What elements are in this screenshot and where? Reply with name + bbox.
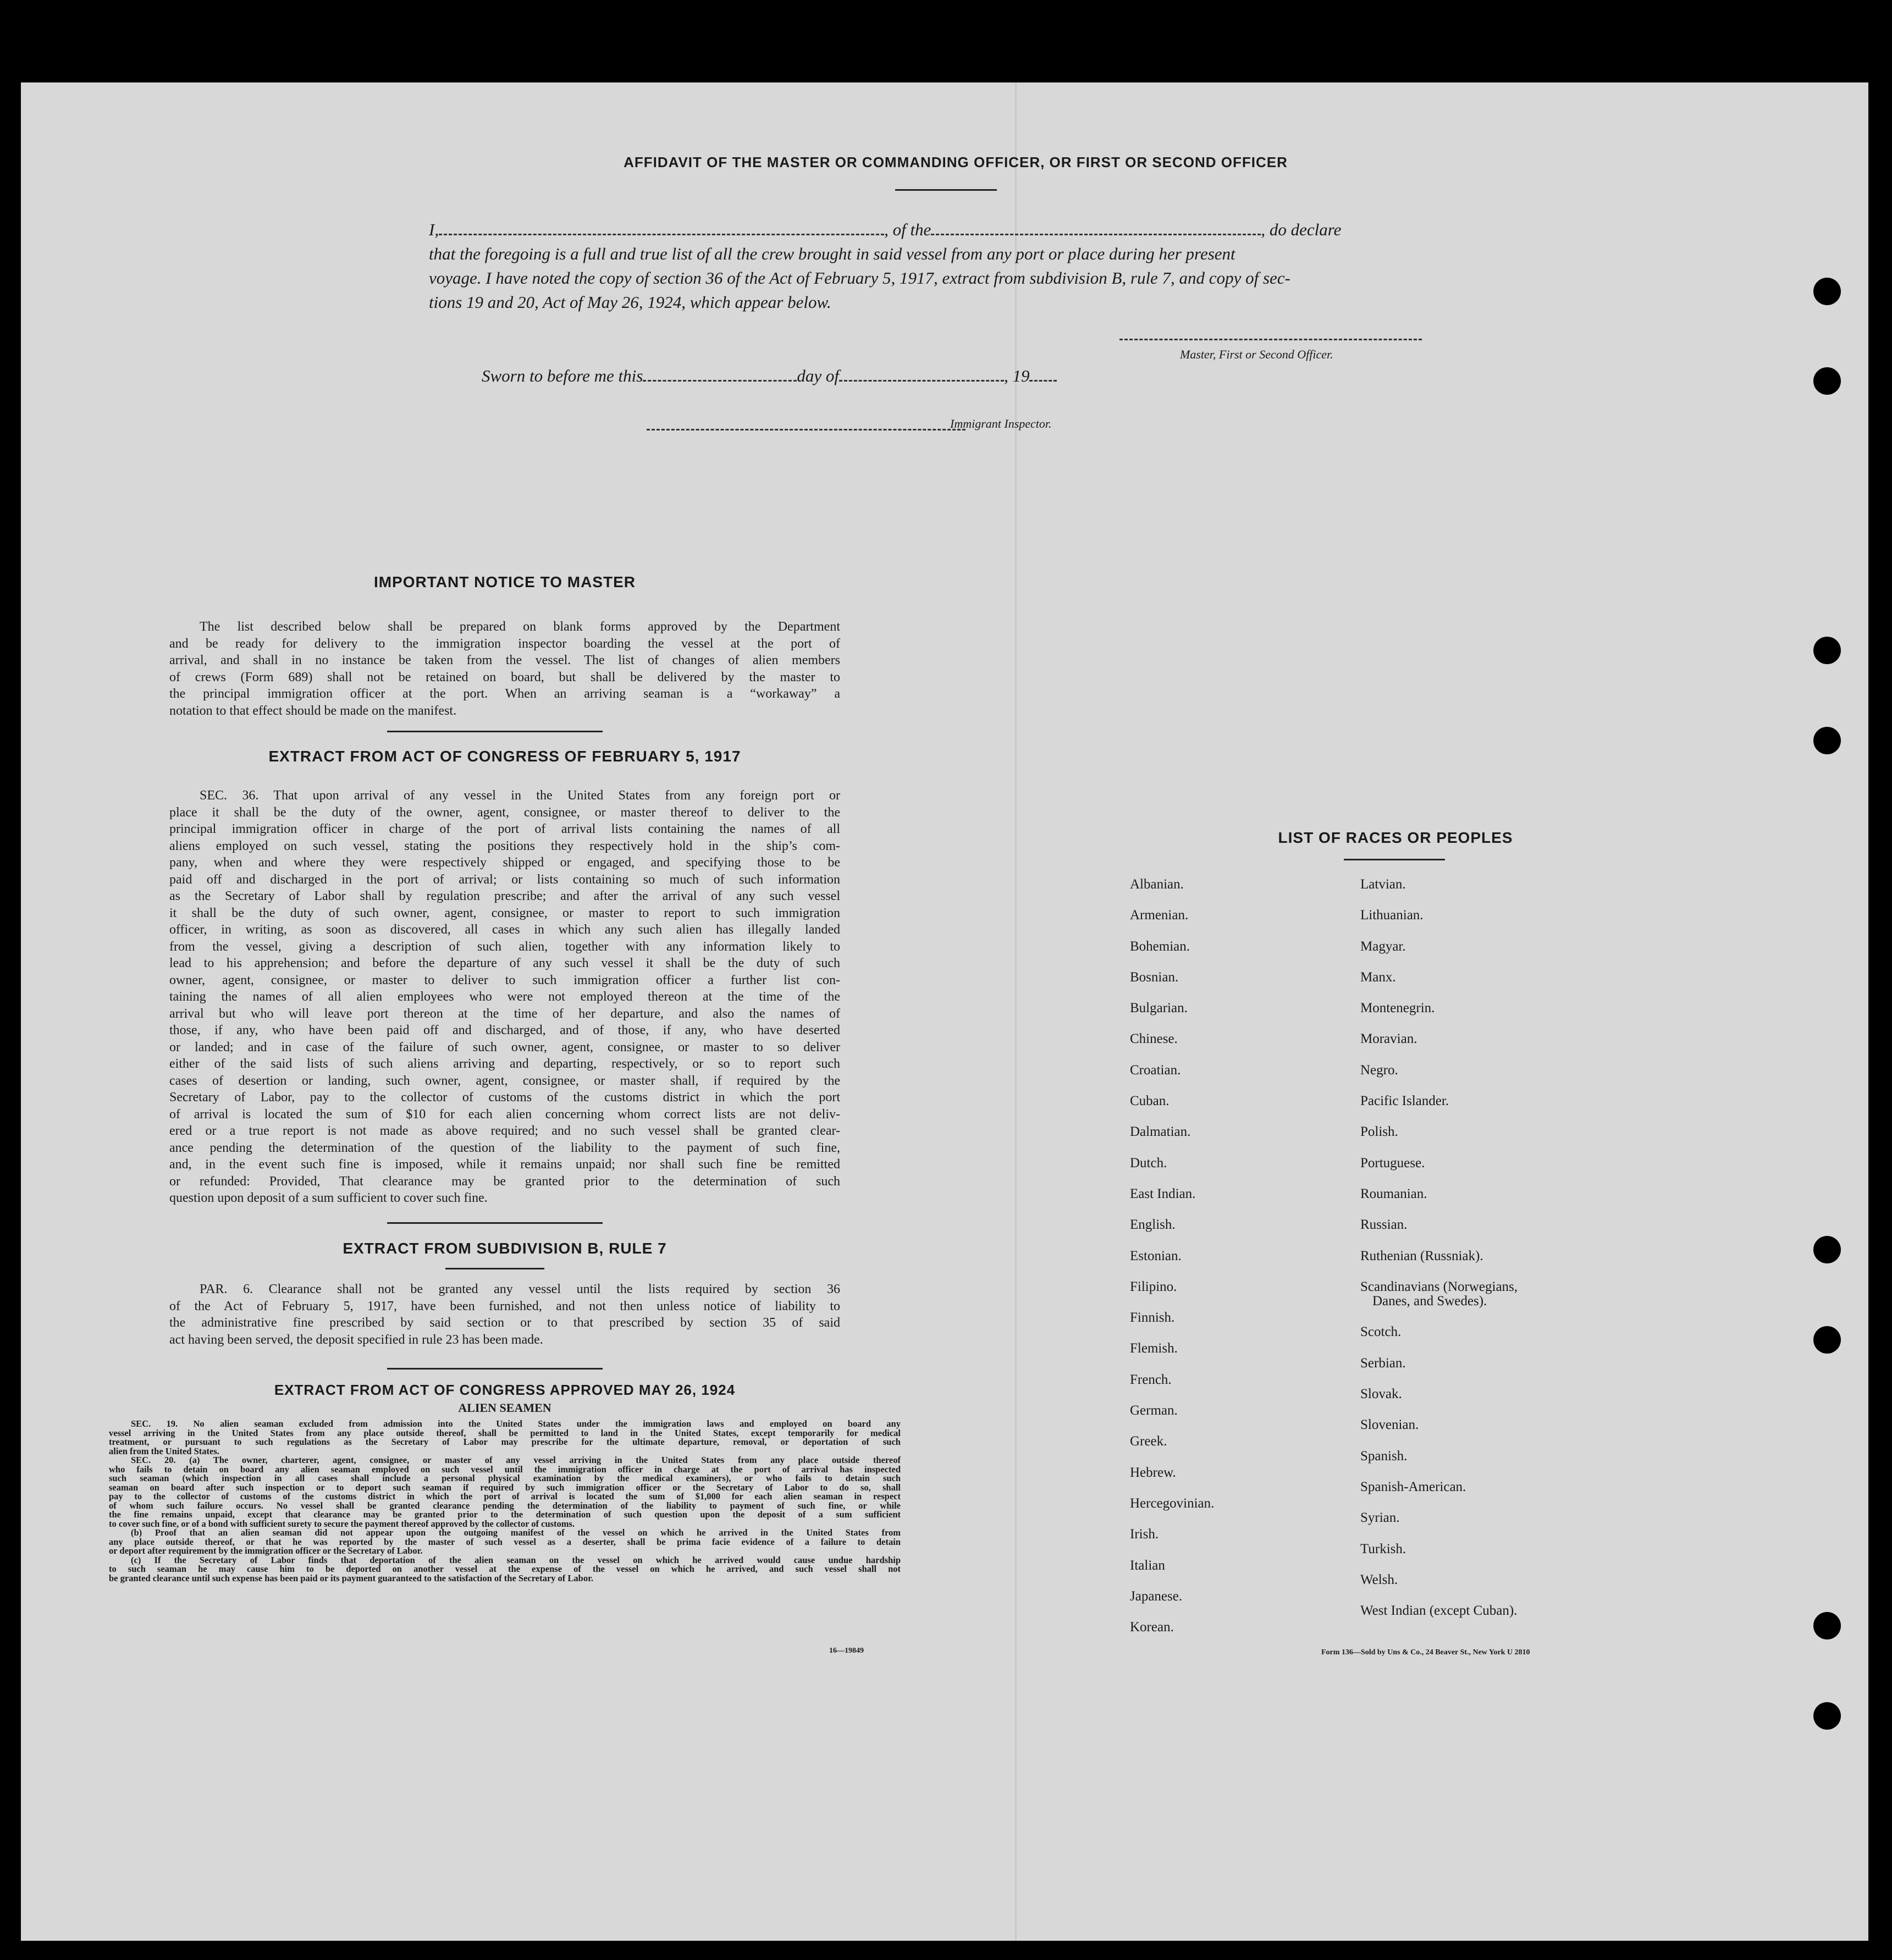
declaration-line: that the foregoing is a full and true list of all the crew brought in said vessel from any port or place during her present: [429, 244, 1235, 263]
race-item: Flemish.: [1130, 1341, 1178, 1356]
sworn-year: , 19: [1003, 366, 1030, 385]
text-line: The list described below shall be prepared on blank forms approved by the Department: [200, 620, 840, 634]
text-line: cases of desertion or landing, such owner, agent, consignee, or master shall, if required by the: [169, 1073, 840, 1088]
race-item: Syrian.: [1360, 1510, 1400, 1526]
text-line: arrival, and shall in no instance be taken from the vessel. The list of changes of alien members: [169, 653, 840, 667]
race-item: Lithuanian.: [1360, 908, 1424, 923]
punch-hole: [1813, 1702, 1841, 1730]
race-item: Spanish-American.: [1360, 1479, 1466, 1494]
notice-title: IMPORTANT NOTICE TO MASTER: [373, 573, 636, 590]
race-item: Slovenian.: [1360, 1417, 1419, 1433]
text-line: place it shall be the duty of the owner, agent, consignee, or master thereof to deliver to the: [169, 805, 840, 820]
race-item: Moravian.: [1360, 1031, 1417, 1047]
race-item: Ruthenian (Russniak).: [1360, 1248, 1483, 1263]
text-line: lead to his apprehension; and before the departure of any such vessel it shall be the duty of such: [169, 956, 840, 970]
race-item: Greek.: [1130, 1434, 1167, 1449]
race-item: Cuban.: [1130, 1094, 1170, 1109]
text-line: and, in the event such fine is imposed, while it remains unpaid; nor shall such fine be remitted: [169, 1157, 840, 1172]
text-line: pay to the collector of customs of the customs district in which the port of arrival is located the sum of $1,000 for each alien seaman in respect: [109, 1491, 901, 1501]
race-item: Slovak.: [1360, 1387, 1402, 1402]
declaration-i: I,: [429, 220, 439, 239]
punch-hole: [1813, 1236, 1841, 1263]
notice-body: [169, 619, 840, 719]
race-item: Pacific Islander.: [1360, 1094, 1449, 1109]
text-line: vessel arriving in the United States from any place outside thereof, shall be permitted to land in the United States, except temporarily for medical: [109, 1427, 901, 1438]
form-note: Form 136—Sold by Uns & Co., 24 Beaver St., New York U 2810: [1321, 1648, 1530, 1657]
act1917-body: [169, 787, 840, 1207]
text-line: of whom such failure occurs. No vessel shall be granted clearance pending the determination of the liability to payment of such fine, or while: [109, 1500, 901, 1511]
race-item: West Indian (except Cuban).: [1360, 1603, 1518, 1619]
text-line: either of the said lists of such aliens arriving and departing, respectively, or so to report such: [169, 1057, 840, 1071]
text-line: to cover such fine, or of a bond with sufficient surety to secure the payment thereof approved by the collector of customs.: [109, 1518, 575, 1529]
divider: [445, 1268, 544, 1269]
race-item: Scotch.: [1360, 1324, 1402, 1340]
race-item: Armenian.: [1130, 908, 1189, 923]
race-item: Roumanian.: [1360, 1186, 1427, 1201]
text-line: SEC. 19. No alien seaman excluded from admission into the United States under the immigration laws and employed on board any: [131, 1418, 901, 1429]
text-line: SEC. 20. (a) The owner, charterer, agent, consignee, or master of any vessel arriving in the United States from any place outside thereof: [131, 1455, 901, 1465]
text-line: of crews (Form 689) shall not be retained on board, but shall be delivered by the master to: [169, 670, 840, 684]
punch-hole: [1813, 727, 1841, 754]
center-fold: [1015, 82, 1017, 1941]
race-item: Polish.: [1360, 1124, 1398, 1140]
text-line: (c) If the Secretary of Labor finds that deportation of the alien seaman on the vessel on which he arrived would cause undue hardship: [131, 1554, 901, 1565]
divider: [387, 731, 603, 732]
race-item: Welsh.: [1360, 1572, 1398, 1587]
text-line: of the Act of February 5, 1917, have been furnished, and not then unless notice of liability to: [169, 1299, 840, 1313]
race-item: Turkish.: [1360, 1541, 1406, 1556]
text-line: principal immigration officer in charge of the port of arrival lists containing the names of all: [169, 822, 840, 836]
text-line: SEC. 36. That upon arrival of any vessel in the United States from any foreign port or: [200, 788, 840, 803]
race-item: Albanian.: [1130, 877, 1184, 892]
race-item: Italian: [1130, 1558, 1165, 1573]
races-title: LIST OF RACES OR PEOPLES: [1278, 829, 1513, 846]
race-item: Latvian.: [1360, 877, 1406, 892]
act1924-body: [109, 1420, 901, 1583]
affidavit-declaration: [429, 218, 1474, 314]
rule7-title: EXTRACT FROM SUBDIVISION B, RULE 7: [343, 1240, 667, 1257]
text-line: and be ready for delivery to the immigration inspector boarding the vessel at the port of: [169, 636, 840, 651]
divider: [895, 189, 997, 191]
act1924-title: EXTRACT FROM ACT OF CONGRESS APPROVED MAY 26, 1924: [274, 1382, 736, 1398]
inspector-caption: Immigrant Inspector.: [950, 417, 1052, 430]
race-item: Hebrew.: [1130, 1465, 1176, 1480]
declaration-of-the: , of the: [884, 220, 931, 239]
divider: [387, 1222, 603, 1224]
sworn-month-blank[interactable]: [839, 368, 1004, 382]
race-item: French.: [1130, 1372, 1172, 1387]
race-item: Bulgarian.: [1130, 1001, 1188, 1016]
text-line: act having been served, the deposit specified in rule 23 has been made.: [169, 1332, 543, 1347]
race-item: Estonian.: [1130, 1248, 1182, 1263]
text-line: those, if any, who have been paid off and discharged, and of those, if any, who have deserted: [169, 1023, 840, 1037]
sworn-day-of: day of: [797, 366, 839, 385]
declaration-end: , do declare: [1261, 220, 1342, 239]
text-line: from the vessel, giving a description of such alien, together with any information likely to: [169, 939, 840, 954]
rule7-body: [169, 1281, 840, 1348]
sworn-line: [482, 364, 1057, 388]
text-line: the principal immigration officer at the port. When an arriving seaman is a “workaway” a: [169, 687, 840, 701]
race-item: Finnish.: [1130, 1310, 1175, 1326]
master-signature-line[interactable]: [1119, 339, 1422, 340]
master-name-blank[interactable]: [439, 222, 884, 235]
text-line: ance pending the determination of the question of the liability to the payment of such fine,: [169, 1140, 840, 1155]
race-item: Bosnian.: [1130, 969, 1179, 985]
sworn-day-blank[interactable]: [643, 368, 797, 382]
text-line: any place outside thereof, or that he was reported by the master of such vessel as a deserter, shall be prima facie evidence of a failure to detain: [109, 1536, 901, 1547]
race-item: Filipino.: [1130, 1279, 1177, 1294]
race-item: Dalmatian.: [1130, 1124, 1191, 1140]
race-item: Chinese.: [1130, 1031, 1178, 1047]
punch-hole: [1813, 278, 1841, 305]
text-line: paid off and discharged in the port of arrival; or lists containing so much of such information: [169, 872, 840, 887]
race-item: Manx.: [1360, 969, 1396, 985]
text-line: seaman on board after such inspection or to deport such seaman if required by such immigration officer or the Secretary of Labor to do so, shall: [109, 1482, 901, 1493]
text-line: the fine remains unpaid, except that clearance may be granted prior to the determination of such question upon the deposit of a sum sufficient: [109, 1509, 901, 1520]
document-page: [21, 82, 1868, 1941]
race-item: Spanish.: [1360, 1448, 1408, 1464]
text-line: officer, in writing, as soon as discovered, all cases in which any such alien has illegally landed: [169, 923, 840, 937]
races-left-column: [1130, 877, 1214, 1650]
race-item: Japanese.: [1130, 1588, 1183, 1604]
divider: [387, 1368, 603, 1370]
text-line: ered or a true report is not made as above required; and no such vessel shall be granted clear-: [169, 1124, 840, 1138]
race-item: Magyar.: [1360, 938, 1406, 954]
sworn-prefix: Sworn to before me this: [482, 366, 643, 385]
race-item: Danes, and Swedes).: [1372, 1294, 1487, 1309]
text-line: who fails to detain on board any alien seaman employed on such vessel until the immigration officer in charge at the port of arrival has inspected: [109, 1464, 901, 1475]
text-line: PAR. 6. Clearance shall not be granted any vessel until the lists required by section 36: [200, 1282, 840, 1296]
text-line: Secretary of Labor, pay to the collector of customs of the customs district in which the port: [169, 1090, 840, 1105]
affidavit-title: AFFIDAVIT OF THE MASTER OR COMMANDING OFFICER, OR FIRST OR SECOND OFFICER: [624, 154, 1288, 170]
sworn-year-blank[interactable]: [1029, 368, 1057, 382]
text-line: it shall be the duty of such owner, agent, consignee, or master to report to such immigration: [169, 906, 840, 920]
punch-hole: [1813, 367, 1841, 395]
text-line: notation to that effect should be made on the manifest.: [169, 703, 457, 718]
text-line: or deport after requirement by the immigration officer or the Secretary of Labor.: [109, 1545, 423, 1556]
text-line: question upon deposit of a sum sufficient to cover such fine.: [169, 1191, 488, 1205]
text-line: owner, agent, consignee, or master to deliver to such immigration officer a further list con-: [169, 973, 840, 987]
race-item: East Indian.: [1130, 1186, 1196, 1201]
act1924-subtitle: ALIEN SEAMEN: [458, 1401, 551, 1415]
text-line: pany, when and where they were respectively shipped or engaged, and specifying those to be: [169, 855, 840, 870]
text-line: such seaman (which inspection in all cases shall include a personal physical examination by the medical examiners), or who fails to detain such: [109, 1473, 901, 1483]
inspector-signature-line[interactable]: [647, 429, 966, 430]
race-item: Croatian.: [1130, 1062, 1181, 1078]
race-item: Portuguese.: [1360, 1155, 1425, 1171]
text-line: alien from the United States.: [109, 1445, 219, 1456]
text-line: of arrival is located the sum of $10 for each alien concerning whom correct lists are not deliv-: [169, 1107, 840, 1122]
text-line: or landed; and in case of the failure of such owner, agent, consignee, or master to so deliver: [169, 1040, 840, 1054]
act1917-title: EXTRACT FROM ACT OF CONGRESS OF FEBRUARY 5, 1917: [268, 748, 741, 765]
race-item: English.: [1130, 1217, 1176, 1233]
race-item: German.: [1130, 1403, 1178, 1418]
race-item: Serbian.: [1360, 1355, 1406, 1371]
punch-hole: [1813, 1326, 1841, 1354]
race-item: Scandinavians (Norwegians,: [1360, 1279, 1518, 1294]
race-item: Hercegovinian.: [1130, 1495, 1215, 1511]
vessel-name-blank[interactable]: [931, 222, 1261, 235]
race-item: Montenegrin.: [1360, 1001, 1435, 1016]
declaration-line: tions 19 and 20, Act of May 26, 1924, which appear below.: [429, 292, 831, 312]
print-code: 16—19849: [829, 1647, 864, 1655]
text-line: to such seaman he may cause him to be deported on another vessel at the expense of the vessel on which he arrived, and such vessel shall not: [109, 1564, 901, 1574]
declaration-line: voyage. I have noted the copy of section 36 of the Act of February 5, 1917, extract from subdivision B, rule 7, and copy of sec-: [429, 268, 1290, 288]
text-line: or refunded: Provided, That clearance may be granted prior to the determination of such: [169, 1174, 840, 1189]
race-item: Irish.: [1130, 1527, 1159, 1542]
text-line: be granted clearance until such expense has been paid or its payment guaranteed to the satisfaction of the Secretary of Labor.: [109, 1572, 594, 1583]
divider: [1344, 859, 1445, 860]
punch-hole: [1813, 1612, 1841, 1639]
text-line: (b) Proof that an alien seaman did not appear upon the outgoing manifest of the vessel on which he arrived in the United States from: [131, 1527, 901, 1538]
text-line: the administrative fine prescribed by said section or to that prescribed by section 35 of said: [169, 1316, 840, 1330]
races-right-column: [1360, 877, 1518, 1634]
race-item: Dutch.: [1130, 1155, 1167, 1171]
race-item: Negro.: [1360, 1062, 1398, 1078]
text-line: arrival but who will leave port thereon at the time of her departure, and also the names of: [169, 1006, 840, 1021]
text-line: as the Secretary of Labor shall by regulation prescribe; and after the arrival of any such vessel: [169, 889, 840, 903]
text-line: treatment, or pursuant to such regulations as the Secretary of Labor may prescribe for the ultimate departure, removal, or deportation of such: [109, 1437, 901, 1447]
punch-hole: [1813, 637, 1841, 664]
race-item: Bohemian.: [1130, 938, 1190, 954]
text-line: taining the names of all alien employees who were not employed thereon at the time of the: [169, 990, 840, 1004]
text-line: aliens employed on such vessel, stating the positions they respectively hold in the ship’s com-: [169, 838, 840, 853]
race-item: Russian.: [1360, 1217, 1408, 1233]
master-caption: Master, First or Second Officer.: [1180, 347, 1333, 361]
race-item: Korean.: [1130, 1620, 1174, 1635]
